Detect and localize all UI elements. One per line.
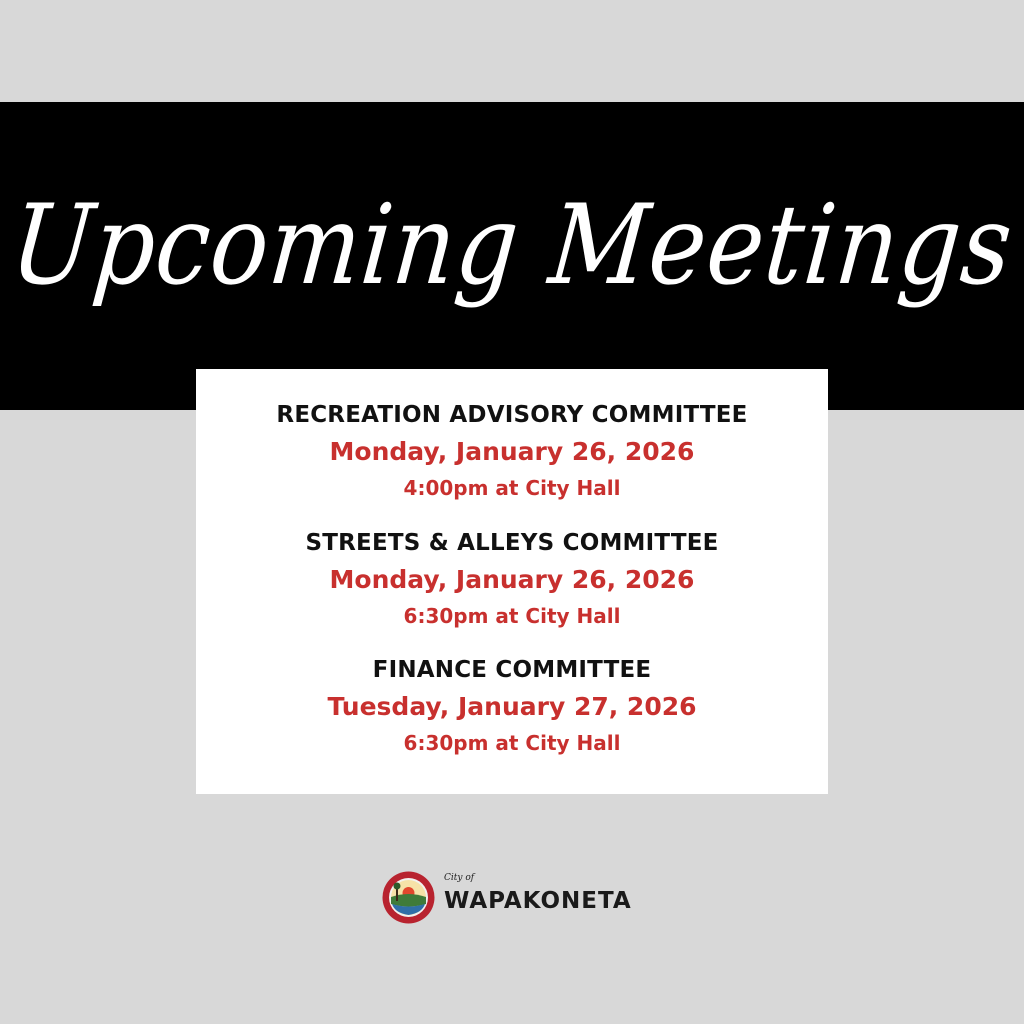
city-seal-icon [382, 871, 435, 924]
meeting-date: Monday, January 26, 2026 [329, 565, 695, 594]
meeting-date: Tuesday, January 27, 2026 [327, 692, 697, 721]
meetings-card [196, 369, 828, 794]
meeting-time: 4:00pm at City Hall [403, 476, 621, 500]
meeting-name: RECREATION ADVISORY COMMITTEE [276, 402, 748, 428]
page-title: Upcoming Meetings [6, 180, 1018, 310]
meeting-time: 6:30pm at City Hall [403, 731, 621, 755]
meeting-date: Monday, January 26, 2026 [329, 437, 695, 466]
city-prefix: City of [444, 873, 475, 883]
meeting-item [196, 525, 828, 633]
city-logo [382, 871, 652, 925]
meeting-time: 6:30pm at City Hall [403, 604, 621, 628]
meeting-item [196, 652, 828, 760]
meeting-name: STREETS & ALLEYS COMMITTEE [305, 530, 719, 556]
meeting-name: FINANCE COMMITTEE [372, 657, 652, 683]
meeting-item [196, 397, 828, 505]
city-name: WAPAKONETA [444, 888, 632, 914]
